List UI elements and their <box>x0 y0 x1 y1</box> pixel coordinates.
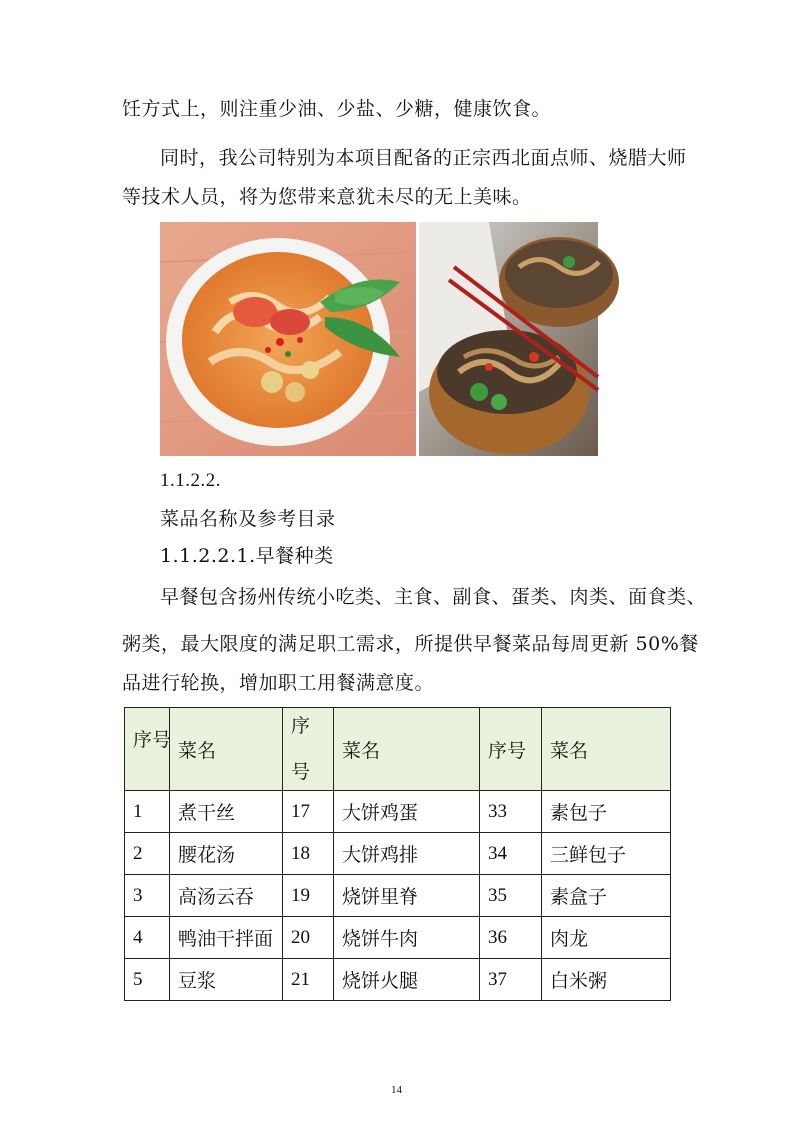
dish-cell: 腰花汤 <box>170 833 283 875</box>
table-row <box>125 875 671 917</box>
header-dish-name-3: 菜名 <box>542 708 671 791</box>
seq-cell: 5 <box>125 959 170 1001</box>
seq-cell: 20 <box>283 917 334 959</box>
dish-cell: 素盒子 <box>542 875 671 917</box>
header-seq-2: 序 号 <box>283 708 334 791</box>
paragraph-line: 饪方式上，则注重少油、少盐、少糖，健康饮食。 <box>122 98 552 120</box>
header-dish-name-1: 菜名 <box>170 708 283 791</box>
header-dish-name-2: 菜名 <box>334 708 480 791</box>
paragraph-line: 粥类，最大限度的满足职工需求，所提供早餐菜品每周更新 50%餐 <box>122 633 699 655</box>
dish-cell: 高汤云吞 <box>170 875 283 917</box>
dish-cell: 大饼鸡蛋 <box>334 791 480 833</box>
table-row <box>125 833 671 875</box>
seq-cell: 2 <box>125 833 170 875</box>
dish-cell: 三鲜包子 <box>542 833 671 875</box>
paragraph-line: 品进行轮换，增加职工用餐满意度。 <box>122 672 435 694</box>
seq-cell: 18 <box>283 833 334 875</box>
seq-cell: 19 <box>283 875 334 917</box>
section-title: 菜品名称及参考目录 <box>160 508 336 530</box>
seq-cell: 17 <box>283 791 334 833</box>
paragraph-line: 等技术人员，将为您带来意犹未尽的无上美味。 <box>122 186 532 208</box>
table-header-row <box>125 708 671 791</box>
seq-cell: 1 <box>125 791 170 833</box>
seq-cell: 35 <box>480 875 542 917</box>
seq-cell: 4 <box>125 917 170 959</box>
table-row <box>125 917 671 959</box>
seq-cell: 3 <box>125 875 170 917</box>
table-row <box>125 791 671 833</box>
dish-cell: 豆浆 <box>170 959 283 1001</box>
dish-cell: 烧饼牛肉 <box>334 917 480 959</box>
paragraph-line: 早餐包含扬州传统小吃类、主食、副食、蛋类、肉类、面食类、 <box>160 586 707 608</box>
fried-noodles-photo <box>419 222 598 456</box>
dish-cell: 肉龙 <box>542 917 671 959</box>
breakfast-menu-table <box>124 707 671 1001</box>
dish-cell: 白米粥 <box>542 959 671 1001</box>
dish-cell: 鸭油干拌面 <box>170 917 283 959</box>
seq-cell: 21 <box>283 959 334 1001</box>
header-seq-1: 序号 <box>125 708 170 791</box>
dish-cell: 煮干丝 <box>170 791 283 833</box>
subsection-title: 1.1.2.2.1.早餐种类 <box>160 545 334 567</box>
dish-cell: 烧饼里脊 <box>334 875 480 917</box>
seq-cell: 34 <box>480 833 542 875</box>
seq-cell: 37 <box>480 959 542 1001</box>
paragraph-line: 同时，我公司特别为本项目配备的正宗西北面点师、烧腊大师 <box>160 147 687 169</box>
section-number: 1.1.2.2. <box>160 470 221 491</box>
dish-cell: 烧饼火腿 <box>334 959 480 1001</box>
noodle-soup-photo <box>160 222 416 456</box>
table-row <box>125 959 671 1001</box>
seq-cell: 36 <box>480 917 542 959</box>
page-number: 14 <box>391 1084 402 1096</box>
dish-cell: 大饼鸡排 <box>334 833 480 875</box>
dish-cell: 素包子 <box>542 791 671 833</box>
header-seq-3: 序号 <box>480 708 542 791</box>
seq-cell: 33 <box>480 791 542 833</box>
